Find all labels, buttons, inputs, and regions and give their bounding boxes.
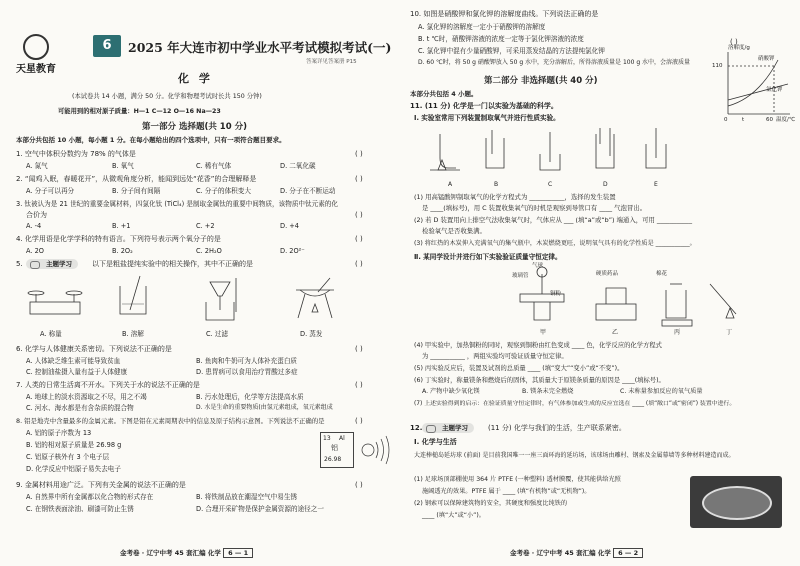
q11-p4b: 为 ___________ ，两组实验均可验证质量守恒定律。	[422, 353, 568, 360]
atomic-number: 13	[323, 435, 331, 442]
q8-stem: 8. 铝是地壳中含量最多的金属元素。下图是铝在元素周期表中的信息及原子结构示意图。下列说法不正确的是	[16, 417, 325, 425]
q12-p1b: 施阔透光的效果。PTFE 属于 ____ (填“有机物”或“无机物”)。	[422, 488, 591, 495]
q9-option-d: D. 合理开采矿物是保护金属资源的途径之一	[196, 505, 324, 513]
part1-rule: 本部分共包括 10 小题，每小题 1 分。在每小题给出的四个选项中，只有一项符合题目要求。	[16, 136, 286, 144]
q2-option-c: C. 分子的体积变大	[196, 187, 251, 195]
q6-answer-blank[interactable]: ( )	[355, 345, 363, 353]
q12-number: 12.	[410, 424, 423, 432]
q1-option-a: A. 氮气	[26, 162, 48, 170]
q11-apparatus-abcde	[400, 124, 700, 180]
answer-note: 答案详见答案册 P15	[306, 59, 357, 65]
atomic-mass: 26.98	[324, 456, 342, 463]
q8-option-d: D. 化学反应中铝原子易失去电子	[26, 465, 121, 473]
q9-option-b: B. 将铁制品放在潮湿空气中易生锈	[196, 493, 298, 501]
part1-title: 第一部分 选择题(共 10 分)	[142, 122, 247, 132]
q10-option-d: D. 60 ℃时，将 50 g 硝酸钾放入 50 g 水中，充分溶解后，所得溶液质量是 100 g 水中，会溶液质量	[418, 59, 691, 66]
q4-option-a: A. 2O	[26, 247, 44, 255]
q6-option-c: C. 控制油盐摄入量有益于人体健康	[26, 368, 128, 376]
q9-option-c: C. 在钢铁表面涂油、刷漆可防止生锈	[26, 505, 134, 513]
q11-p6-option-c: C. 未称量参加反应的氧气质量	[620, 388, 703, 395]
brand-logo-icon	[23, 34, 49, 60]
q9-answer-blank[interactable]: ( )	[355, 481, 363, 489]
chart-tick-0: 0	[724, 117, 728, 123]
q4-option-b: B. 2O₂	[112, 247, 133, 255]
q8-option-a: A. 铝的原子序数为 13	[26, 429, 92, 437]
q5-stem: 以下是粗盐提纯实验中的相关操作，其中不正确的是	[92, 260, 253, 268]
q11-p4: (4) 甲实验中，加热铜粉的同时，观察到铜粉由红色变成 ____ 色，化学反应的化学方程式	[414, 342, 662, 349]
q5-option-c: C. 过滤	[206, 330, 228, 338]
label-cotton: 棉花	[656, 271, 668, 277]
part2-title: 第二部分 非选择题(共 40 分)	[484, 76, 598, 86]
q11-p6-option-b: B. 镁条未完全燃烧	[522, 388, 574, 395]
q2-answer-blank[interactable]: ( )	[355, 175, 363, 183]
q11-p6: (6) 丁实验时，称量镁条和燃烧后的固体，其质量大于原镁条质量的原因是 ____(填标号)。	[414, 377, 665, 384]
left-page-number: 6 — 1	[223, 548, 253, 558]
label-ding: 丁	[726, 329, 733, 336]
q1-stem: 1. 空气中体积分数约为 78% 的气体是	[16, 150, 136, 158]
q12-intro: 大连棒槌岛延坊球 (前面) 是目前我国唯一一座三面环海的延坊场，该球场由雕村、钢索及金属幕墙等多种材料建造而成。	[414, 452, 735, 459]
label-copper: 铜粉	[550, 291, 562, 297]
q11-section2: Ⅱ. 某同学设计并进行如下实验验证质量守恒定律。	[414, 253, 562, 261]
q9-option-a: A. 自然界中所有金属都以化合物的形式存在	[26, 493, 154, 501]
q6-option-a: A. 人体缺乏维生素可能导致贫血	[26, 357, 121, 365]
q12-stem: (11 分) 化学与我们的生活，生产联系紧密。	[488, 424, 626, 432]
q11-p7: (7) 上述实验得到的启示：在验证质量守恒定律时，有气体参加或生成的反应宜选在 ____ (填“敞口”或“密闭”) 装置中进行。	[414, 401, 736, 407]
q5-apparatus-illustration	[0, 272, 400, 330]
q7-option-a: A. 地球上的淡水资源取之不尽，用之不竭	[26, 393, 147, 401]
q10-option-b: B. t ℃时，硝酸钾溶液的浓度一定等于氯化钾溶液的浓度	[418, 35, 584, 43]
q7-option-b: B. 污水处理后，化学等方法提高水质	[196, 393, 304, 401]
apparatus-label-a: A	[448, 181, 453, 188]
exam-title: 2025 年大连市初中学业水平考试模拟考试(一)	[128, 40, 392, 55]
q8-option-c: C. 铝原子核外有 3 个电子层	[26, 453, 110, 461]
label-bing: 丙	[674, 329, 681, 336]
kno3-curve	[728, 60, 778, 106]
chart-legend-kno3: 硝酸钾	[758, 56, 775, 62]
chart-tick-110: 110	[712, 63, 723, 69]
solubility-curve-chart	[718, 48, 794, 122]
q5-number: 5.	[16, 260, 23, 268]
q8-answer-blank[interactable]: ( )	[355, 417, 363, 425]
chart-x-label: 温度/℃	[776, 117, 796, 123]
q3-stem: 3. 钛被认为是 21 世纪的重要金属材料，四氯化钛 (TiCl₄) 是制取金属钛的重要中间物质，该物质中钛元素的化	[16, 200, 338, 208]
label-yi: 乙	[612, 329, 619, 336]
periodic-table-cell	[320, 432, 354, 468]
apparatus-label-c: C	[548, 181, 553, 188]
subject-title: 化 学	[178, 72, 213, 85]
element-symbol: Al	[339, 435, 345, 442]
q11-p1b: 是 ____(填标号)，用 C 装置收集氧气的时机是观察到导管口有 ____ 气泡冒出。	[422, 204, 647, 212]
paper-number-badge: 6	[93, 35, 121, 57]
label-jia: 甲	[540, 329, 547, 336]
chart-tick-t: t	[742, 117, 745, 123]
q10-answer-blank[interactable]: ( )	[730, 38, 738, 46]
left-footer-text: 金考卷 · 辽宁中考 45 套汇编 化学	[120, 549, 221, 557]
q11-stem: 11. (11 分) 化学是一门以实验为基础的科学。	[410, 102, 558, 110]
q10-stem: 10. 如图是硝酸钾和氯化钾的溶解度曲线。下列说法正确的是	[410, 10, 599, 18]
q11-p3: (3) 将红热的木炭伸入充满氧气的集气瓶中，木炭燃烧更旺，说明氧气具有的化学性质是 ___________。	[414, 240, 696, 247]
q11-section1: Ⅰ. 实验室常用下列装置制取氧气并进行性质实验。	[414, 114, 560, 122]
q4-stem: 4. 化学用语是化学学科的特有语言。下列符号表示两个氧分子的是	[16, 235, 221, 243]
q5-option-b: B. 溶解	[122, 330, 144, 338]
q12-section1: Ⅰ. 化学与生活	[414, 438, 457, 446]
apparatus-label-b: B	[494, 181, 499, 188]
label-reagent: 硬质药品	[596, 271, 619, 277]
q6-stem: 6. 化学与人体健康关系密切。下列说法不正确的是	[16, 345, 172, 353]
q7-stem: 7. 人类的日常生活离不开水。下列关于水的说法不正确的是	[16, 381, 200, 389]
q11-p5: (5) 丙实验反应后，装置及试剂的总质量 ____ (填“变大”“变小”或“不变”)。	[414, 365, 624, 372]
q2-stem: 2. “闻鸡入眠，春暖花开”，从微观角度分析，能闻到远处“花香”的合理解释是	[16, 175, 257, 183]
q4-answer-blank[interactable]: ( )	[355, 235, 363, 243]
right-footer	[510, 548, 643, 558]
apparatus-label-e: E	[654, 181, 658, 188]
exam-instructions: (本试卷共 14 小题，满分 50 分。化学和物理考试时长共 150 分钟)	[72, 93, 262, 100]
q3-stem-cont: 合价为	[26, 211, 47, 219]
q12-p2b: ____ (填“大”或“小”)。	[422, 512, 485, 519]
q7-option-c: C. 河水、海水都是有含杂质的混合物	[26, 404, 134, 412]
q1-option-c: C. 稀有气体	[196, 162, 232, 170]
q11-p1: (1) 用高锰酸钾制取氧气的化学方程式为 ___________，选择的发生装置	[414, 193, 616, 201]
q7-option-d: D. 水是生命的重要物质(由氢元素组成，氧元素组成	[196, 404, 333, 411]
q12-p1: (1) 足球场顶部棚使用 364 片 PTFE (一种塑料) 透材膜覆，使其能供给光照	[414, 476, 621, 483]
q9-stem: 9. 金属材料用途广泛。下列有关金属的说法不正确的是	[16, 481, 186, 489]
q10-option-c: C. 氯化钾中混有少量硝酸钾，可采用蒸发结晶的方法提纯氯化钾	[418, 47, 605, 55]
chart-tick-60: 60	[766, 117, 773, 123]
q5-answer-blank[interactable]: ( )	[355, 260, 363, 268]
right-page	[400, 0, 800, 566]
stadium-photo	[690, 476, 782, 528]
q10-option-a: A. 氯化钾的溶解度一定小于硝酸钾的溶解度	[418, 23, 546, 31]
brand-name: 天星教育	[16, 64, 56, 75]
q1-option-b: B. 氧气	[112, 162, 134, 170]
q1-answer-blank[interactable]: ( )	[355, 150, 363, 158]
q12-topic-tag: 主题学习	[422, 423, 474, 433]
part2-rule: 本部分共包括 4 小题。	[410, 90, 478, 98]
q6-option-b: B. 鱼肉和牛奶可为人体补充蛋白质	[196, 357, 298, 365]
q2-option-d: D. 分子在不断运动	[280, 187, 336, 195]
q3-option-d: D. +4	[280, 222, 299, 230]
q2-option-b: B. 分子间有间隔	[112, 187, 161, 195]
q6-option-d: D. 患胃病可以食用治疗胃酸过多症	[196, 368, 298, 376]
q11-p6-option-a: A. 产物中缺少氧化镁	[422, 388, 480, 395]
atom-structure-diagram	[356, 432, 396, 468]
right-footer-text: 金考卷 · 辽宁中考 45 套汇编 化学	[510, 549, 611, 557]
q8-option-b: B. 铝的相对原子质量是 26.98 g	[26, 441, 122, 449]
balance-base-icon	[30, 302, 80, 314]
element-name: 铝	[331, 444, 338, 452]
atomic-masses: 可能用到的相对原子质量：H—1 C—12 O—16 Na—23	[58, 108, 221, 115]
label-balloon: 气球	[532, 263, 544, 269]
q4-option-d: D. 2O²⁻	[280, 247, 305, 255]
chart-y-label: 溶解度/g	[728, 45, 750, 51]
chart-legend-kcl: 氯化钾	[766, 87, 783, 93]
q3-option-c: C. +2	[196, 222, 215, 230]
q3-option-b: B. +1	[112, 222, 131, 230]
q5-option-d: D. 蒸发	[300, 330, 323, 338]
q12-p2: (2) 钢索可以保障建筑物的安全，其硬度和强度比纯铁的	[414, 500, 568, 507]
apparatus-label-d: D	[603, 181, 608, 188]
left-footer	[120, 548, 253, 558]
q1-option-d: D. 二氧化碳	[280, 162, 316, 170]
q5-topic-tag: 主题学习	[26, 259, 78, 269]
stadium-roof-icon	[702, 486, 772, 520]
right-page-number: 6 — 2	[613, 548, 643, 558]
q4-option-c: C. 2H₂O	[196, 247, 222, 255]
q5-option-a: A. 称量	[40, 330, 62, 338]
label-glass-tube: 玻璃管	[512, 273, 529, 279]
q3-answer-blank[interactable]: ( )	[355, 211, 363, 219]
q2-option-a: A. 分子可以再分	[26, 187, 75, 195]
q11-p2b: 检验氧气是否收集满。	[422, 227, 486, 235]
q3-option-a: A. -4	[26, 222, 42, 230]
q11-p2: (2) 若 D 装置用向上排空气法收集氧气时，气体应从 ___ (填“a”或“b”) 端通入，可用 ___________	[414, 216, 693, 224]
q7-answer-blank[interactable]: ( )	[355, 381, 363, 389]
